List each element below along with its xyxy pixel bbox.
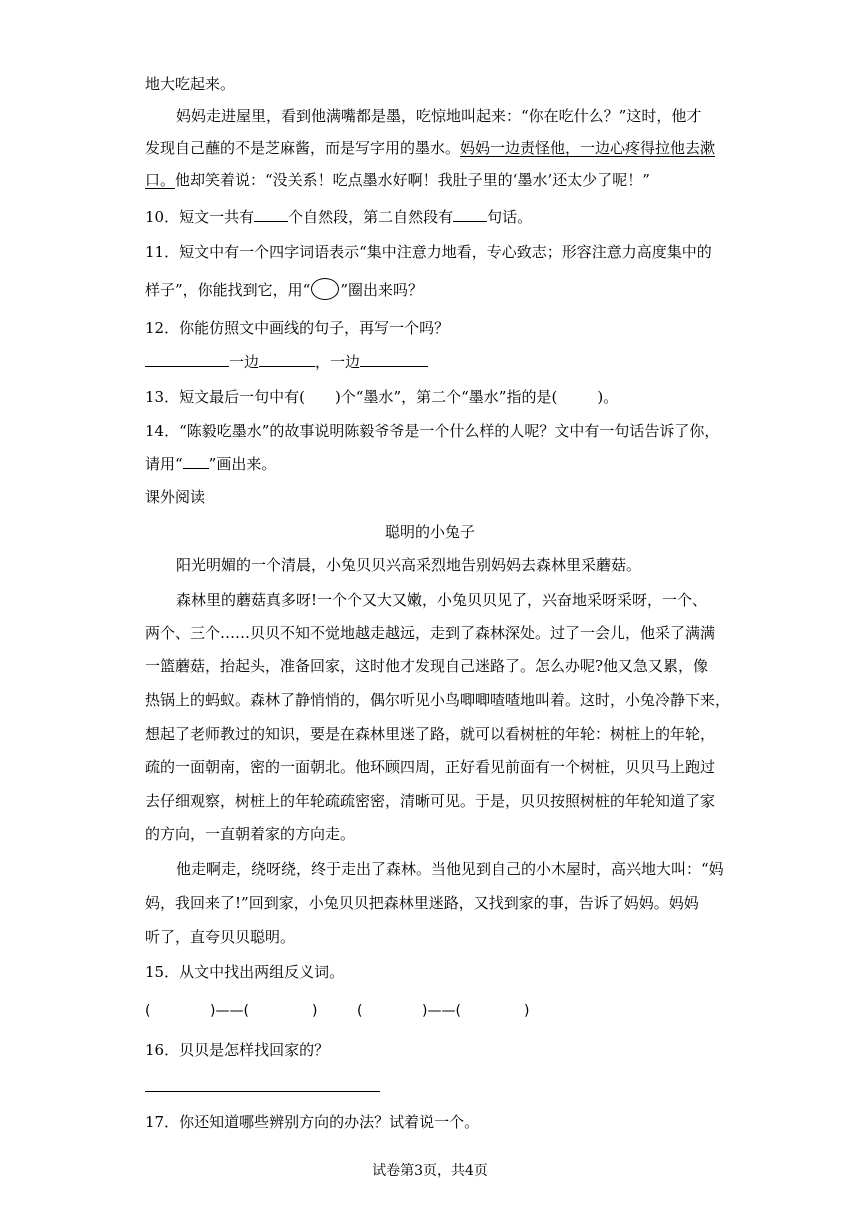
page-footer: 试卷第3页，共4页 [372, 1163, 488, 1179]
answer-line[interactable] [145, 1091, 380, 1092]
q15-paren[interactable]: ) [312, 1003, 318, 1019]
story-line: 热锅上的蚂蚁。森林了静悄悄的，偶尔听见小鸟唧唧喳喳地叫着。这时，小兔冷静下来， [145, 691, 731, 709]
question-12: 12．你能仿照文中画线的句子，再写一个吗？ [145, 319, 450, 337]
story-line: 森林里的蘑菇真多呀!一个个又大又嫩，小兔贝贝见了，兴奋地采呀采呀，一个、 [176, 591, 708, 609]
q11-text: 样子”，你能找到它，用“ [145, 281, 311, 299]
q12-text: ，一边 [315, 353, 361, 371]
story-line: 一篮蘑菇，抬起头，准备回家，这时他才发现自己迷路了。怎么办呢?他又急又累，像 [145, 657, 709, 675]
question-11-line2 [145, 280, 423, 300]
passage-line [145, 170, 650, 190]
q15-paren: ( [357, 1003, 363, 1019]
passage-line: 地大吃起来。 [145, 75, 236, 93]
question-16: 16．贝贝是怎样找回家的？ [145, 1041, 330, 1059]
q14-text: 请用“ [145, 455, 183, 473]
question-12-answer-line [145, 352, 428, 372]
story-line: 疏的一面朝南，密的一面朝北。他环顾四周，正好看见前面有一个树桩，贝贝马上跑过 [145, 758, 716, 776]
story-line: 他走啊走，绕呀绕，终于走出了森林。当他见到自己的小木屋时，高兴地大叫：“妈 [176, 860, 724, 878]
passage-text: 发现自己蘸的不是芝麻酱，而是写字用的墨水。 [145, 139, 461, 157]
q14-text: ”画出来。 [208, 455, 277, 473]
story-line: 听了，直夸贝贝聪明。 [145, 928, 296, 946]
q15-paren: ( [145, 1003, 151, 1019]
q10-blank-2[interactable] [453, 207, 487, 222]
q15-paren[interactable]: ) [524, 1003, 530, 1019]
story-line: 两个、三个……贝贝不知不觉地越走越远，走到了森林深处。过了一会儿，他采了满满 [145, 624, 716, 642]
q13-text: )。 [597, 388, 619, 406]
q12-blank-2[interactable] [259, 352, 315, 367]
story-line: 去仔细观察，树桩上的年轮疏疏密密，清晰可见。于是，贝贝按照树桩的年轮知道了家 [145, 792, 716, 810]
q15-paren[interactable]: )——( [422, 1003, 461, 1019]
question-10 [145, 207, 532, 227]
q10-text: 个自然段，第二自然段有 [288, 208, 454, 226]
passage-line [145, 138, 715, 158]
story-line: 妈，我回来了!”回到家，小兔贝贝把森林里迷路，又找到家的事，告诉了妈妈。妈妈 [145, 894, 699, 912]
story-title: 聪明的小兔子 [384, 523, 475, 541]
underline-mark [183, 454, 209, 469]
underlined-sentence: 妈妈一边责怪他，一边心疼得拉他去漱 [460, 139, 716, 157]
question-13 [145, 387, 618, 407]
q12-text: 一边 [229, 353, 260, 371]
question-15: 15．从文中找出两组反义词。 [145, 963, 345, 981]
circle-mark-icon [311, 278, 339, 300]
q13-text: )个“墨水”，第二个“墨水”指的是( [334, 388, 558, 406]
story-paragraph-1: 阳光明媚的一个清晨，小兔贝贝兴高采烈地告别妈妈去森林里采蘑菇。 [176, 556, 642, 574]
passage-text: 他却笑着说：“没关系！吃点墨水好啊！我肚子里的‘墨水’还太少了呢！” [175, 171, 650, 189]
question-14-line1: 14．“陈毅吃墨水”的故事说明陈毅爷爷是一个什么样的人呢？文中有一句话告诉了你， [145, 422, 720, 440]
passage-line: 妈妈走进屋里，看到他满嘴都是墨，吃惊地叫起来：“你在吃什么？”这时，他才 [176, 107, 702, 125]
question-14-line2 [145, 454, 276, 474]
q12-blank-1[interactable] [145, 352, 229, 367]
q13-text: 13．短文最后一句中有( [145, 388, 305, 406]
question-11-line1: 11．短文中有一个四字词语表示“集中注意力地看，专心致志；形容注意力高度集中的 [145, 243, 712, 261]
q10-blank-1[interactable] [254, 207, 288, 222]
question-17: 17．你还知道哪些辨别方向的办法？试着说一个。 [145, 1113, 480, 1131]
q12-blank-3[interactable] [360, 352, 428, 367]
section-label: 课外阅读 [145, 488, 206, 506]
q10-text: 10．短文一共有 [145, 208, 255, 226]
q10-text: 句话。 [487, 208, 533, 226]
story-line: 想起了老师教过的知识，要是在森林里迷了路，就可以看树桩的年轮：树桩上的年轮， [145, 725, 716, 743]
q11-text: ”圈出来吗？ [340, 281, 424, 299]
story-line: 的方向，一直朝着家的方向走。 [145, 825, 356, 843]
q15-paren[interactable]: )——( [210, 1003, 249, 1019]
underlined-sentence-end: 口。 [145, 171, 176, 189]
